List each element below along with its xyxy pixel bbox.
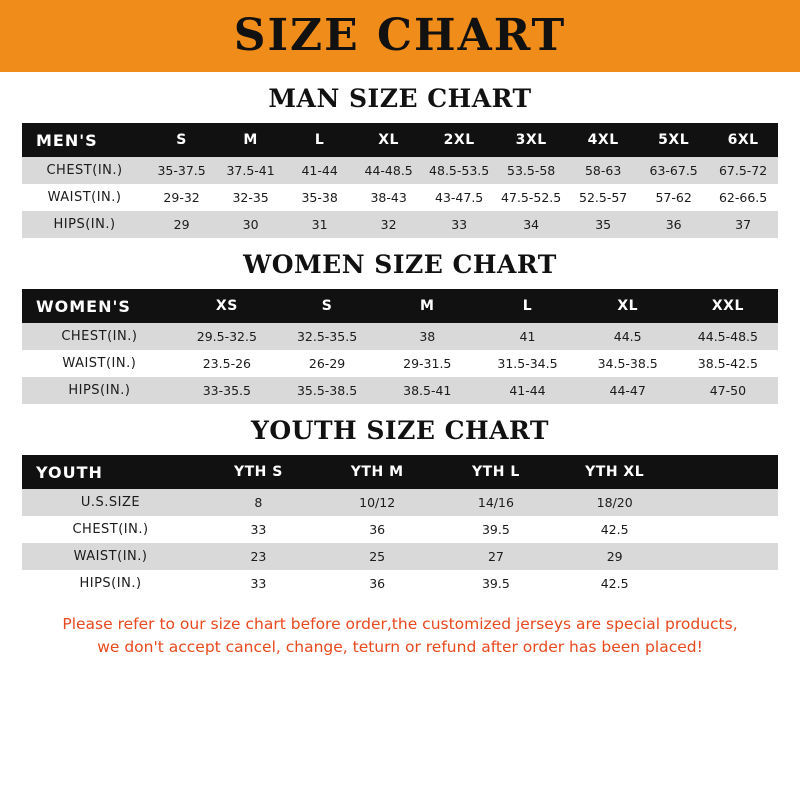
- table-row: [22, 350, 778, 377]
- youth-waist-m: 25: [318, 543, 437, 570]
- table-row: [22, 570, 778, 597]
- youth-waist-s: 23: [199, 543, 318, 570]
- men-waist-4xl: 52.5-57: [567, 184, 639, 211]
- women-chest-xl: 44.5: [578, 323, 678, 350]
- men-hips-m: 30: [216, 211, 285, 238]
- men-header-m: M: [216, 123, 285, 157]
- women-hips-l: 41-44: [477, 377, 577, 404]
- section-women: [22, 250, 778, 404]
- section-man: [22, 84, 778, 238]
- youth-chest-s: 33: [199, 516, 318, 543]
- youth-header-spacer: [674, 455, 778, 489]
- youth-size-table: [22, 455, 778, 597]
- youth-hips-m: 36: [318, 570, 437, 597]
- table-row: [22, 157, 778, 184]
- women-table-body: [22, 323, 778, 404]
- women-table-head: [22, 289, 778, 323]
- women-hips-xxl: 47-50: [678, 377, 778, 404]
- youth-row-chest-label: CHEST(IN.): [22, 516, 199, 543]
- men-size-table: [22, 123, 778, 238]
- women-row-hips-label: HIPS(IN.): [22, 377, 177, 404]
- footer-note-line2: we don't accept cancel, change, teturn or refund after order has been placed!: [97, 638, 703, 657]
- men-row-chest-label: CHEST(IN.): [22, 157, 147, 184]
- women-row-waist-label: WAIST(IN.): [22, 350, 177, 377]
- youth-hips-xl: 42.5: [555, 570, 674, 597]
- women-header-xs: XS: [177, 289, 277, 323]
- men-row-waist-label: WAIST(IN.): [22, 184, 147, 211]
- table-row: [22, 543, 778, 570]
- women-chest-xxl: 44.5-48.5: [678, 323, 778, 350]
- women-header-xxl: XXL: [678, 289, 778, 323]
- table-row: [22, 516, 778, 543]
- men-chest-5xl: 63-67.5: [639, 157, 708, 184]
- men-header-l: L: [285, 123, 354, 157]
- table-row: [22, 377, 778, 404]
- youth-table-body: [22, 489, 778, 597]
- table-header-row: [22, 123, 778, 157]
- table-row: [22, 323, 778, 350]
- women-waist-xxl: 38.5-42.5: [678, 350, 778, 377]
- women-waist-xs: 23.5-26: [177, 350, 277, 377]
- section-youth: [22, 416, 778, 597]
- men-hips-6xl: 37: [708, 211, 778, 238]
- men-chest-s: 35-37.5: [147, 157, 216, 184]
- women-hips-m: 38.5-41: [377, 377, 477, 404]
- men-header-s: S: [147, 123, 216, 157]
- men-hips-2xl: 33: [423, 211, 495, 238]
- men-header-xl: XL: [354, 123, 423, 157]
- youth-hips-l: 39.5: [437, 570, 556, 597]
- men-waist-s: 29-32: [147, 184, 216, 211]
- footer-note: [22, 613, 778, 660]
- youth-table-head: [22, 455, 778, 489]
- women-hips-xl: 44-47: [578, 377, 678, 404]
- men-waist-6xl: 62-66.5: [708, 184, 778, 211]
- women-size-table: [22, 289, 778, 404]
- men-row-hips-label: HIPS(IN.): [22, 211, 147, 238]
- men-header-6xl: 6XL: [708, 123, 778, 157]
- men-hips-xl: 32: [354, 211, 423, 238]
- youth-ussize-m: 10/12: [318, 489, 437, 516]
- men-chest-3xl: 53.5-58: [495, 157, 567, 184]
- men-chest-xl: 44-48.5: [354, 157, 423, 184]
- men-hips-3xl: 34: [495, 211, 567, 238]
- men-hips-5xl: 36: [639, 211, 708, 238]
- men-chest-l: 41-44: [285, 157, 354, 184]
- women-header-label: WOMEN'S: [22, 289, 177, 323]
- men-waist-l: 35-38: [285, 184, 354, 211]
- men-header-3xl: 3XL: [495, 123, 567, 157]
- youth-waist-spacer: [674, 543, 778, 570]
- women-hips-s: 35.5-38.5: [277, 377, 377, 404]
- youth-header-s: YTH S: [199, 455, 318, 489]
- table-row: [22, 184, 778, 211]
- women-chest-xs: 29.5-32.5: [177, 323, 277, 350]
- youth-hips-spacer: [674, 570, 778, 597]
- youth-waist-xl: 29: [555, 543, 674, 570]
- youth-waist-l: 27: [437, 543, 556, 570]
- women-hips-xs: 33-35.5: [177, 377, 277, 404]
- men-table-head: [22, 123, 778, 157]
- youth-row-ussize-label: U.S.SIZE: [22, 489, 199, 516]
- men-chest-m: 37.5-41: [216, 157, 285, 184]
- women-waist-l: 31.5-34.5: [477, 350, 577, 377]
- page-title: SIZE CHART: [233, 10, 567, 61]
- table-row: [22, 489, 778, 516]
- women-header-xl: XL: [578, 289, 678, 323]
- youth-row-hips-label: HIPS(IN.): [22, 570, 199, 597]
- women-header-m: M: [377, 289, 477, 323]
- men-hips-s: 29: [147, 211, 216, 238]
- table-row: [22, 211, 778, 238]
- men-header-5xl: 5XL: [639, 123, 708, 157]
- youth-header-xl: YTH XL: [555, 455, 674, 489]
- men-waist-2xl: 43-47.5: [423, 184, 495, 211]
- footer-note-line1: Please refer to our size chart before order,the customized jerseys are special products,: [62, 615, 738, 633]
- youth-chest-spacer: [674, 516, 778, 543]
- youth-ussize-xl: 18/20: [555, 489, 674, 516]
- women-chest-s: 32.5-35.5: [277, 323, 377, 350]
- table-header-row: [22, 455, 778, 489]
- section-title-man: MAN SIZE CHART: [268, 84, 532, 113]
- men-hips-4xl: 35: [567, 211, 639, 238]
- content-area: [0, 84, 800, 660]
- men-chest-2xl: 48.5-53.5: [423, 157, 495, 184]
- women-chest-l: 41: [477, 323, 577, 350]
- men-chest-4xl: 58-63: [567, 157, 639, 184]
- women-waist-xl: 34.5-38.5: [578, 350, 678, 377]
- youth-header-m: YTH M: [318, 455, 437, 489]
- women-header-s: S: [277, 289, 377, 323]
- youth-hips-s: 33: [199, 570, 318, 597]
- page-banner: [0, 0, 800, 72]
- youth-ussize-l: 14/16: [437, 489, 556, 516]
- women-waist-s: 26-29: [277, 350, 377, 377]
- women-header-l: L: [477, 289, 577, 323]
- women-chest-m: 38: [377, 323, 477, 350]
- youth-row-waist-label: WAIST(IN.): [22, 543, 199, 570]
- men-waist-xl: 38-43: [354, 184, 423, 211]
- men-header-2xl: 2XL: [423, 123, 495, 157]
- men-hips-l: 31: [285, 211, 354, 238]
- men-waist-3xl: 47.5-52.5: [495, 184, 567, 211]
- youth-chest-xl: 42.5: [555, 516, 674, 543]
- youth-ussize-s: 8: [199, 489, 318, 516]
- women-row-chest-label: CHEST(IN.): [22, 323, 177, 350]
- section-title-youth: YOUTH SIZE CHART: [251, 416, 549, 445]
- youth-header-l: YTH L: [437, 455, 556, 489]
- men-waist-5xl: 57-62: [639, 184, 708, 211]
- youth-chest-m: 36: [318, 516, 437, 543]
- youth-header-label: YOUTH: [22, 455, 199, 489]
- table-header-row: [22, 289, 778, 323]
- men-header-4xl: 4XL: [567, 123, 639, 157]
- men-chest-6xl: 67.5-72: [708, 157, 778, 184]
- section-title-women: WOMEN SIZE CHART: [243, 250, 557, 279]
- men-waist-m: 32-35: [216, 184, 285, 211]
- women-waist-m: 29-31.5: [377, 350, 477, 377]
- youth-ussize-spacer: [674, 489, 778, 516]
- men-header-label: MEN'S: [22, 123, 147, 157]
- men-table-body: [22, 157, 778, 238]
- youth-chest-l: 39.5: [437, 516, 556, 543]
